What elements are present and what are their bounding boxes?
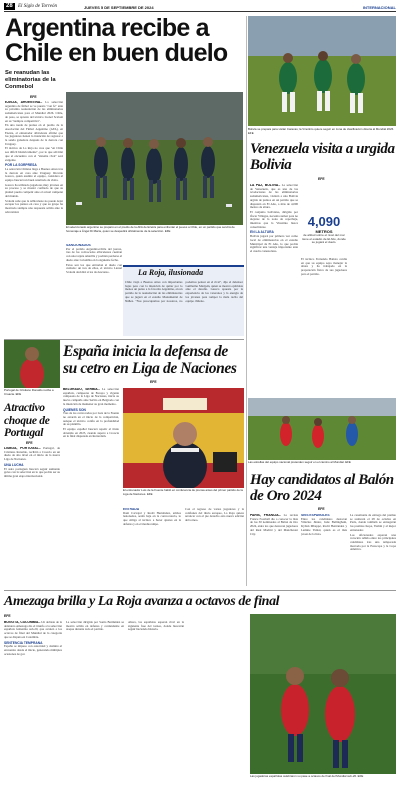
venezuela-column-1 xyxy=(250,184,298,396)
balon-dateline: PARÍS, FRANCIA.- xyxy=(250,514,281,517)
balon-agency: EFE xyxy=(318,507,325,511)
venezuela-title: Venezuela visita a urgida Bolivia xyxy=(250,141,395,173)
venezuela-column-3 xyxy=(350,184,396,396)
lead-photo-scene xyxy=(66,92,243,225)
venezuela-dateline: LA PAZ, BOLIVIA.- xyxy=(250,184,281,187)
balon-body-1: La revista France Football dio a conocer la lista de los 30 nominados al Balón de Oro 2024, entre los que destacan jugadores del Real Madrid y del Manchester City. xyxy=(250,514,298,536)
portugal-column xyxy=(4,447,60,587)
venezuela-body-1: La selección de Venezuela, que es una de las revelaciones de las eliminatorias sudamericanas, visitará a una Bolivia urgida de puntos en un partido que se disputará en El Alto, a más de 4,000 metros de altura. xyxy=(250,184,298,210)
espana-body-4: Dani Carvajal y Rodri Hernández, ambos lesionados, serán baja en la convocatoria, lo que obliga al técnico a hacer ajustes en la defensa y en el mediocampo. xyxy=(123,510,181,526)
venezuela-body-4: El técnico Fernando Batista confía en que su equipo sepa manejar la altura y ha trabajado en la preparación física de sus jugadores para el partido. xyxy=(301,258,347,276)
venezuela-body-2: El conjunto boliviano, dirigido por Óscar Villegas, necesita sumar para no alejarse de la zona de repechaje, mientras que la Vinotinto busca consolidarse. xyxy=(250,209,298,229)
page-date: JUEVES 5 DE SEPTIEMBRE DE 2024 xyxy=(84,4,154,10)
venezuela-stat-caption: de altitud sobre el nivel del mar tiene el estadio de El Alto, donde se jugará el duelo. xyxy=(302,233,346,245)
balon-column-2 xyxy=(301,514,347,587)
balon-body-3: La ceremonia de entrega del premio se realizará el 28 de octubre en París, donde también se entregarán los premios Kopa, Yashin y al mejor entrenador. xyxy=(350,514,396,532)
venezuela-label-altitude: EN LA ALTURA xyxy=(250,230,274,235)
portugal-label-lisboa: UNA LUCHA xyxy=(4,462,24,467)
lead-column-2 xyxy=(66,244,122,336)
amezaga-column-2 xyxy=(66,621,124,791)
amezaga-photo-caption: Las jugadoras españolas celebraron su pase a octavos de final del Mundial sub-20. EFE xyxy=(250,774,364,778)
lead-label-sanctions: SANCIONADOS xyxy=(66,244,91,247)
lead-column-3 xyxy=(125,244,243,266)
espana-column-3 xyxy=(185,508,244,588)
amezaga-photo xyxy=(250,614,396,774)
lead-body-8: Scaloni sabe que la Albiceleste no puede dejar escapar los puntos en casa y que su grupo ha mostrado siempre una respuesta sólida ante la adversidad. xyxy=(5,198,63,214)
lead-dateline: EZEIZA, ARGENTINA.- xyxy=(5,101,43,104)
quote-box-body-3: Gareca apuesta por la experiencia de los veteranos y la energía de los jóvenes para romper la mala racha del equipo chileno. xyxy=(185,287,243,303)
portugal-body-1: Portugal, de Cristiano Ronaldo, recibirá a Croacia en un duelo de alto nivel en el inicio de la nueva Liga de Naciones. xyxy=(4,447,60,462)
lead-body-5: Gareca ha utilizado jugadores muy jóvenes en su proceso y se mostró confiado de que su plantel pueda competir ante el actual campeón del mundo. xyxy=(5,182,63,198)
page-number: 28 xyxy=(6,3,13,9)
lead-title: Argentina recibe a Chile en buen duelo xyxy=(5,14,228,67)
mid-right-photo xyxy=(248,398,396,460)
espana-photo-caption: El entrenador Luis de la Fuente habló en conferencia de prensa antes del primer partido de la Liga de Naciones. EFE xyxy=(123,488,243,496)
espana-body-2: Tres de los convocados por Luis de la Fuente no estarán en el inicio de la competición, aunque el técnico confía en la profundidad de su plantilla. xyxy=(63,411,119,427)
portugal-photo-scene xyxy=(4,340,60,388)
lead-photo-caption: El seleccionado argentino se preparó en el predio de la AFA de Ezeiza para enfrentar el jueves a Chile, en un partido que servirá de homenaje a Ángel Di María, quien se despedirá oficialmente de la selección. EFE xyxy=(66,225,235,233)
espana-dateline: BELGRADO, SERBIA.- xyxy=(63,388,100,391)
espana-agency: EFE xyxy=(150,380,157,384)
balon-body-4: Los aficionados esperan una votación reñida entre los principales candidatos tras una temporada marcada por la Eurocopa y la Copa América. xyxy=(350,532,396,552)
mid-photo-caption: Las estrellas del equipo nacional pretenden seguir en el camino al Mundial. EFE xyxy=(248,460,351,464)
lead-body-4: La selección Chilena llega a Buenos Aires tras la derrota en casa ante Uruguay. Ricardo Gareca, quien asumió el equipo, considera el equipo buscará un buen resultado de visita. xyxy=(5,166,63,183)
quote-box-body-1: Chile viajó a Buenos Aires con importantes bajas pero con la intención de quitar por lo menos un punto a la favorita Argentina, en un partido de la reanudación de las eliminatorias que se jugará en el estadio Monumental de Núñez. xyxy=(125,281,183,303)
espana-photo xyxy=(123,388,244,488)
espana-title: España inicia la defensa de su cetro en Liga de Naciones xyxy=(63,343,237,377)
amezaga-body-4: Ahora, las españolas esperan rival en la siguiente fase del torneo, donde buscarán seguir haciendo historia. xyxy=(128,621,184,632)
quote-box-title: La Roja, ilusionada xyxy=(138,268,204,277)
amezaga-column-1 xyxy=(4,621,62,791)
amezaga-column-4 xyxy=(188,621,246,791)
amezaga-body-3: La selección dirigida por Sonia Bermúdez se mostró sólida en defensa y contundente en ataque durante todo el partido. xyxy=(66,621,124,632)
venezuela-column-2 xyxy=(301,258,347,396)
balon-column-1 xyxy=(250,514,298,587)
espana-column-1 xyxy=(63,388,119,588)
amezaga-body-2: España se impuso con autoridad y dominó el encuentro desde el inicio, generando múltiples ocasiones de gol. xyxy=(4,644,62,656)
venezuela-stat-unit: METROS xyxy=(315,229,333,234)
portugal-title: Atractivo choque de Portugal xyxy=(4,402,50,439)
venezuela-stat-value: 4,090 xyxy=(307,214,341,229)
mid-right-photo-scene xyxy=(248,398,396,460)
amezaga-column-3 xyxy=(128,621,184,791)
page-header xyxy=(4,3,396,12)
espana-label-entrada: ENTRADA xyxy=(123,508,140,511)
amezaga-label-sent: SENTENCIA TEMPRANA xyxy=(4,640,43,645)
amezaga-agency: EFE xyxy=(4,614,11,618)
divider-right xyxy=(246,16,247,586)
quote-box-body xyxy=(125,281,243,334)
lead-body-7: Estos son los que entrarían al duelo con cuidado: un tres de ellos, el técnico Lionel Scaloni decidirá si les da descanso. xyxy=(66,262,122,274)
amezaga-dateline: BOGOTÁ, COLOMBIA.- xyxy=(4,621,41,624)
espana-label-rivals: QUIENES SON xyxy=(63,407,86,412)
portugal-dateline: LISBOA, PORTUGAL.- xyxy=(4,447,41,450)
lead-body-2: En una rueda de prensa en el predio de la Asociación del Fútbol Argentino (AFA), en Ezeiza, el entrenador albiceleste afirmó que los jugadores tienen la intención de regresar a la senda ganadora después de la derrota con Uruguay. xyxy=(5,123,63,146)
portugal-body-2: El astro portugués buscará seguir sumando goles con la selección en lo que podría ser su última gran etapa internacional. xyxy=(4,466,60,478)
amezaga-photo-scene xyxy=(250,614,396,774)
balon-body-2: Entre los candidatos destacan Vinícius Júnior, Jude Bellingham, Kylian Mbappé, Rodri Hernández y Lamine Yamal, quien es el más joven de la lista. xyxy=(301,516,347,536)
portugal-photo xyxy=(4,340,60,388)
venezuela-stat-box xyxy=(301,215,347,255)
balon-column-3 xyxy=(350,514,396,587)
lead-body-1: La selección argentina de fútbol se ve puesta "con fe" ante su próxima reanudación de las eliminatorias sudamericanas para el Mundial 2026. Chile, de paso, se apresta del técnico Lionel Scaloni en su "siempre competitiva". xyxy=(5,101,63,123)
lead-agency: EFE xyxy=(30,95,37,99)
paper-name: El Siglo de Torreón xyxy=(18,4,57,9)
amezaga-body-1: Un doblete de la delantera Amezaga dio el triunfo a la selección española femenina sub-20, que avanzó a los octavos de final del Mundial de la categoría que se disputa en Colombia. xyxy=(4,621,62,639)
divider-amezaga xyxy=(4,590,396,591)
espana-body-3: El equipo español buscará repetir el título obtenido en 2023, cuando superó a Croacia en la final disputada en Rotterdam. xyxy=(63,427,119,439)
lead-body-3: El técnico de La Roja no cree que "en Chile sea difícil históricamente", por lo que advirtió que el encuentro con el "sistema rival" será exigente. xyxy=(5,146,63,162)
portugal-photo-caption: Portugal de Cristiano Ronaldo recibe a Croacia. EFE xyxy=(4,388,54,396)
espana-column-2 xyxy=(123,508,181,588)
venezuela-photo xyxy=(248,16,396,126)
espana-body-5: Con el regreso de varios jugadores y la confianza del título europeo, La Roja quiere arrancar con el pie derecho esta nueva edición del torneo. xyxy=(185,508,244,523)
portugal-agency: EFE xyxy=(26,441,33,445)
espana-body-1: La selección española, campeona de Europa y vigente campeona de la Liga de Naciones, inicia su nueva campaña ante Serbia en Belgrado con la intención de mantener su gran momento. xyxy=(63,388,119,406)
lead-photo xyxy=(66,92,243,225)
balon-title: Hay candidatos al Balón de Oro 2024 xyxy=(250,472,394,504)
amezaga-title: Amezaga brilla y La Roja avanza a octavos de final xyxy=(4,594,280,609)
venezuela-agency: EFE xyxy=(318,177,325,181)
venezuela-photo-caption: Bolivia se prepara para visitar Caracas; la Vinotinto quiere seguir en zona de clasificación directa al Mundial 2026. EFE xyxy=(248,127,395,135)
venezuela-photo-scene xyxy=(248,16,396,126)
lead-subtitle: Se reanudan las eliminatorias de la Conmebol xyxy=(5,70,56,90)
espana-photo-scene xyxy=(123,388,244,488)
section-label: INTERNACIONAL xyxy=(362,4,396,10)
lead-body-6: Por el partido Argentina-Chile del jueves, tres de los convocados albicelestes cuentan con una tarjeta amarilla y podrían perderse el duelo ante Colombia en la siguiente fecha. xyxy=(66,246,122,262)
lead-column-1 xyxy=(5,101,63,336)
venezuela-body-3: Bolivia jugará por primera vez como local de eliminatorias en el estadio Municipal de El Alto, lo que podría significar una ventaja importante ante el cuadro venezolano. xyxy=(250,234,298,253)
balon-label-sel: SEIS ESPAÑOLES xyxy=(301,514,330,517)
lead-label-pressure: POR LA SORPRESA xyxy=(5,163,37,168)
quote-box-body-2: "Nos preocupamos por nosotros, no podemos pensar en el rival", dijo el defensor Guillermo Maripán, quien se mostró optimista ante el desafío. xyxy=(135,281,243,303)
